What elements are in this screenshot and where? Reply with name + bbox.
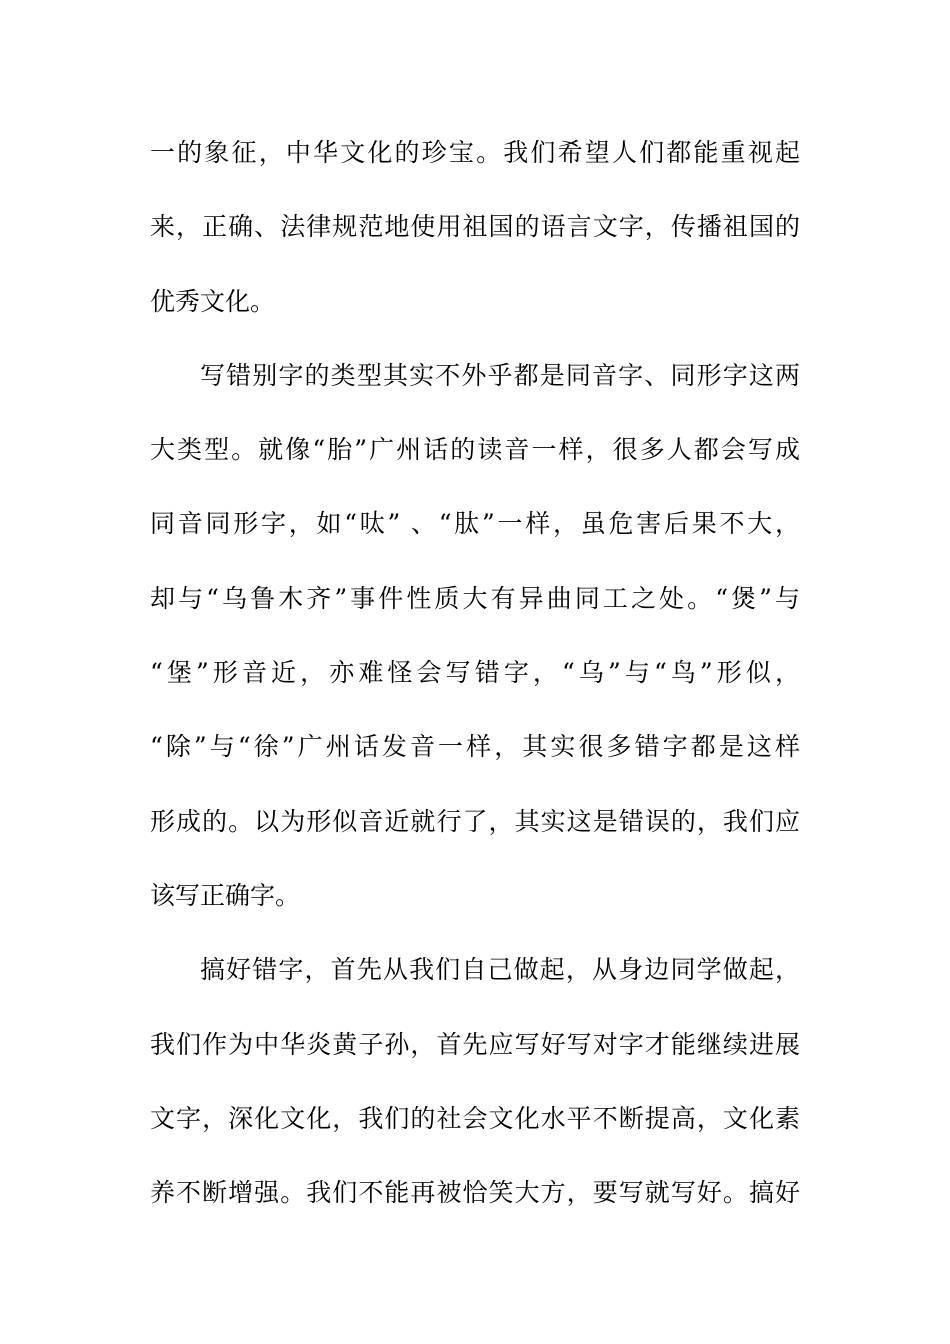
text-line: 来，正确、法律规范地使用祖国的语言文字，传播祖国的 [150,212,800,242]
text-line: 我们作为中华炎黄子孙，首先应写好写对字才能继续进展 [150,1029,800,1059]
paragraph-first-line: 写错别字的类型其实不外乎都是同音字、同形字这两 [200,360,800,390]
text-line: 一的象征，中华文化的珍宝。我们希望人们都能重视起 [150,138,800,167]
text-line: “堡”形音近，亦难怪会写错字，“乌”与“鸟”形似， [150,658,800,688]
text-line: 优秀文化。 [150,286,276,316]
text-line: “除”与“徐”广州话发音一样，其实很多错字都是这样 [150,732,800,762]
document-text-body [150,128,800,1242]
text-line: 却与“乌鲁木齐”事件性质大有异曲同工之处。“煲”与 [150,583,800,613]
text-line: 形成的。以为形似音近就行了，其实这是错误的，我们应 [150,806,800,836]
text-line: 同音同形字，如“呔” 、“肽”一样，虽危害后果不大， [150,509,800,539]
text-line: 养不断增强。我们不能再被恰笑大方，要写就写好。搞好 [150,1178,800,1208]
text-line: 大类型。就像“胎”广州话的读音一样，很多人都会写成 [150,435,800,465]
text-line: 文字，深化文化，我们的社会文化水平不断提高，文化素 [150,1103,800,1133]
text-line: 该写正确字。 [150,880,301,910]
paragraph-first-line: 搞好错字，首先从我们自己做起，从身边同学做起， [200,955,800,985]
